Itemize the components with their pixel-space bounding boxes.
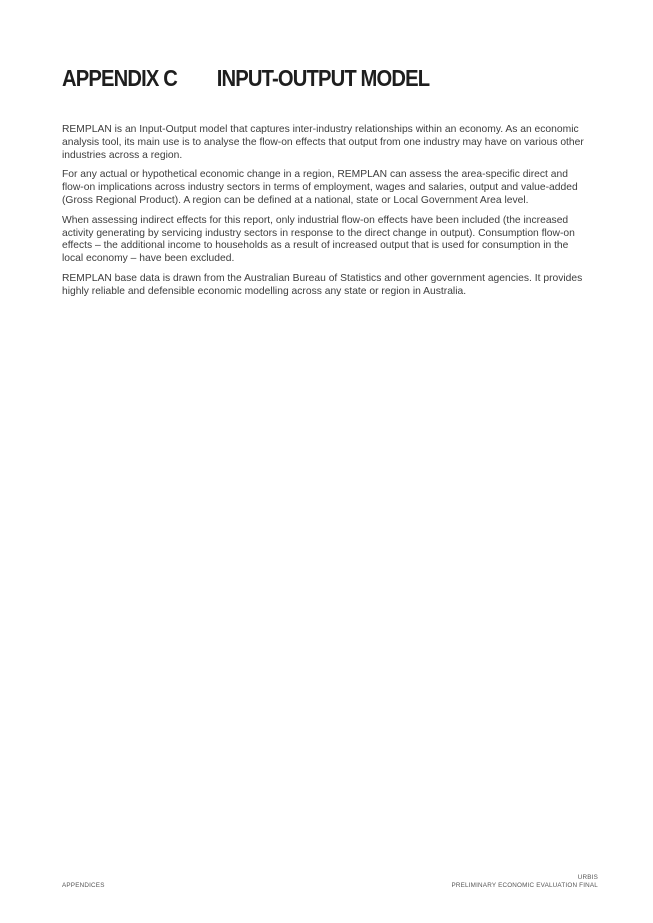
paragraph: For any actual or hypothetical economic change in a region, REMPLAN can assess the area-specific direct and flow-on implications across industry sectors in terms of employment, wages and salaries, output and value-added (Gross Regional Product). A region can be defined at a national, state or Local Government Area level. <box>62 169 578 206</box>
paragraph: When assessing indirect effects for this report, only industrial flow-on effects have been included (the increased activity generating by servicing industry sectors in response to the direct change in output). Consumption flow-on effects – the additional income to households as a result of increased output that is used for consumption in the local economy – have been excluded. <box>62 214 575 265</box>
appendix-label: APPENDIX C <box>62 65 177 91</box>
body-text <box>62 124 590 306</box>
section-title: INPUT-OUTPUT MODEL <box>216 65 430 91</box>
footer-section-label: APPENDICES <box>62 882 105 889</box>
footer-document-title: PRELIMINARY ECONOMIC EVALUATION FINAL <box>451 882 598 889</box>
paragraph: REMPLAN base data is drawn from the Australian Bureau of Statistics and other government agencies. It provides highly reliable and defensible economic modelling across any state or region in Australia. <box>62 272 583 297</box>
footer-document-info <box>451 874 598 890</box>
paragraph: REMPLAN is an Input-Output model that captures inter-industry relationships within an economy. As an economic analysis tool, its main use is to analyse the flow-on effects that output from one industry may have on various other industries across a region. <box>62 124 584 161</box>
page-title <box>62 64 429 92</box>
footer-company: URBIS <box>577 874 598 881</box>
